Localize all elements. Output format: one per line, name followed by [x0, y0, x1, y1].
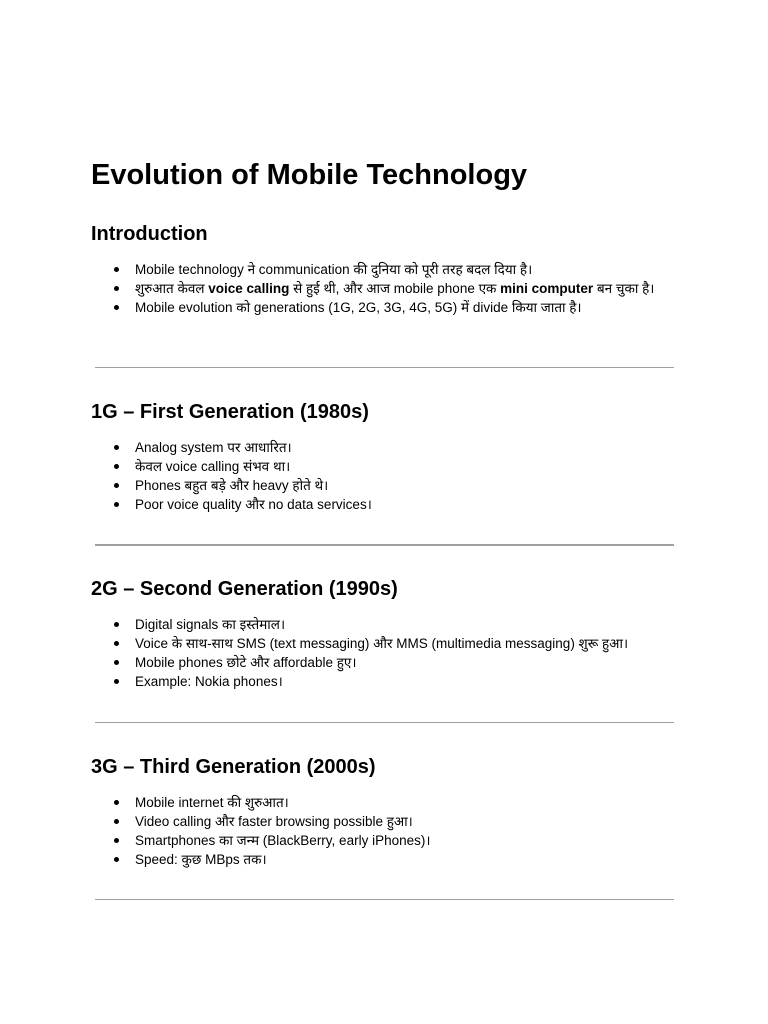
bullet-list [91, 793, 675, 869]
list-item: Mobile internet की शुरुआत। [91, 793, 675, 812]
bold-term: mini computer [500, 281, 594, 296]
section-divider [95, 544, 674, 546]
list-item: Poor voice quality और no data services। [91, 495, 675, 514]
list-item: Video calling और faster browsing possible हुआ। [91, 812, 675, 831]
section-divider [95, 722, 674, 723]
section-heading: 3G – Third Generation (2000s) [91, 756, 376, 778]
bullet-list [91, 260, 675, 317]
section-divider [95, 367, 674, 368]
section-divider [95, 899, 674, 900]
section-heading: 2G – Second Generation (1990s) [91, 578, 398, 600]
list-item: Digital signals का इस्तेमाल। [91, 615, 675, 634]
section-3g [91, 753, 675, 869]
list-item: Mobile evolution को generations (1G, 2G, 3G, 4G, 5G) में divide किया जाता है। [91, 298, 675, 317]
bold-term: voice calling [208, 281, 290, 296]
section-heading: Introduction [91, 223, 208, 245]
list-item: Mobile phones छोटे और affordable हुए। [91, 653, 675, 672]
section-heading: 1G – First Generation (1980s) [91, 401, 369, 423]
list-item: शुरुआत केवल voice calling से हुई थी, और आज mobile phone एक mini computer बन चुका है। [91, 279, 675, 298]
list-item: Smartphones का जन्म (BlackBerry, early iPhones)। [91, 831, 675, 850]
section-2g [91, 575, 675, 691]
list-item: Phones बहुत बड़े और heavy होते थे। [91, 476, 675, 495]
bullet-list [91, 438, 675, 514]
bullet-list [91, 615, 675, 691]
list-item: Mobile technology ने communication की दुनिया को पूरी तरह बदल दिया है। [91, 260, 675, 279]
list-item: Voice के साथ-साथ SMS (text messaging) और MMS (multimedia messaging) शुरू हुआ। [91, 634, 675, 653]
list-item: Speed: कुछ MBps तक। [91, 850, 675, 869]
section-1g [91, 398, 675, 514]
list-item: केवल voice calling संभव था। [91, 457, 675, 476]
list-item: Analog system पर आधारित। [91, 438, 675, 457]
page-title: Evolution of Mobile Technology [91, 159, 528, 191]
list-item: Example: Nokia phones। [91, 672, 675, 691]
section-introduction [91, 220, 675, 317]
